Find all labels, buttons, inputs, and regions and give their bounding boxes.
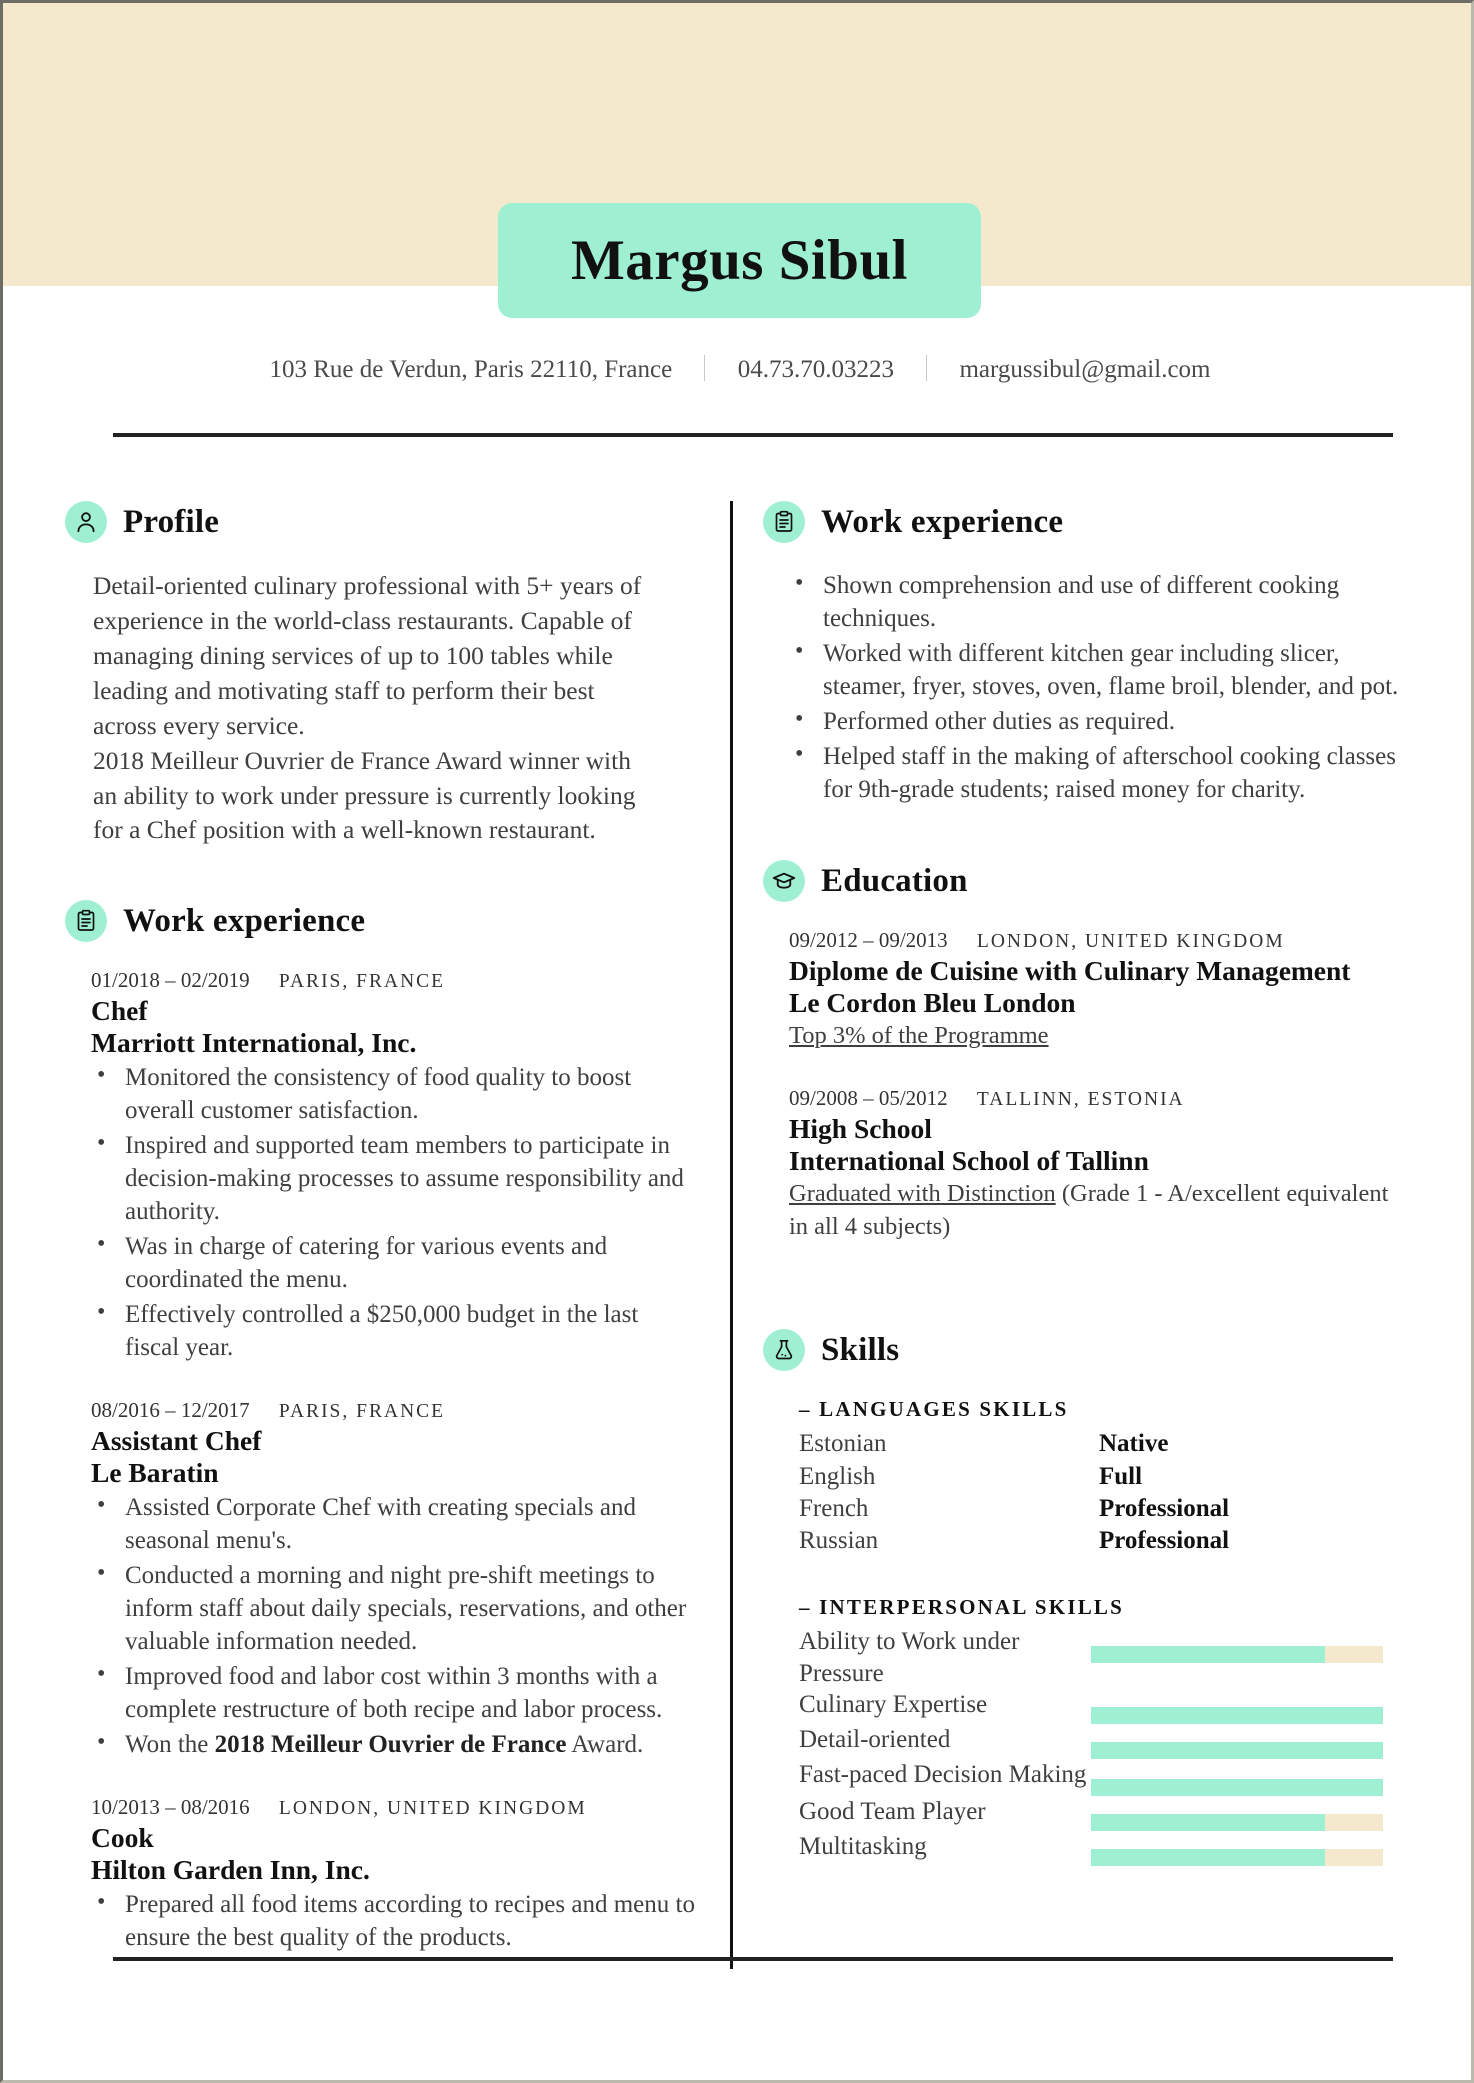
- list-item: • Assisted Corporate Chef with creating specials and seasonal menu's.: [91, 1491, 695, 1557]
- work-entry-organization: Le Baratin: [91, 1457, 219, 1489]
- skill-bar-fill: [1091, 1849, 1325, 1866]
- skill-bar-fill: [1091, 1646, 1325, 1663]
- skill-bar-track: [1091, 1742, 1383, 1759]
- education-entry-note: [789, 1020, 1403, 1053]
- language-level: Professional: [1099, 1494, 1230, 1522]
- work-entry-title: Cook: [91, 1821, 154, 1853]
- skill-label: Detail-oriented: [799, 1725, 951, 1753]
- list-item: • Helped staff in the making of afterschool cooking classes for 9th-grade students; raised money for charity.: [789, 740, 1403, 806]
- language-name: Estonian: [799, 1430, 887, 1458]
- work-entry-meta: [91, 1398, 695, 1423]
- work-entry-location: LONDON, UNITED KINGDOM: [278, 1797, 587, 1819]
- work-entry-meta: [91, 1795, 695, 1820]
- skill-bar-fill: [1091, 1814, 1325, 1831]
- column-divider: [730, 501, 733, 1969]
- skill-bar-track: [1091, 1646, 1383, 1663]
- contact-separator: [704, 355, 705, 381]
- work-entry: [65, 968, 695, 1364]
- skill-bar-row: [799, 1831, 1403, 1866]
- work-entry: [65, 1795, 695, 1954]
- work-entry-location: PARIS, FRANCE: [278, 1401, 446, 1423]
- interpersonal-skills-title: – INTERPERSONAL SKILLS: [799, 1595, 1124, 1620]
- header-divider-rule: [113, 433, 1393, 437]
- skill-label: Ability to Work under Pressure: [799, 1628, 1020, 1687]
- section-title-education: Education: [821, 862, 968, 899]
- list-item: • Prepared all food items according to recipes and menu to ensure the best quality of the products.: [91, 1888, 695, 1954]
- education-entry-meta: [789, 1086, 1403, 1111]
- work-entry-date: 10/2013 – 08/2016: [91, 1794, 250, 1819]
- award-suffix: Award.: [566, 1730, 644, 1758]
- list-item: • Improved food and labor cost within 3 months with a complete restructure of both recipe and labor process.: [91, 1660, 695, 1726]
- section-title-work-experience: Work experience: [123, 902, 366, 939]
- list-item: • Performed other duties as required.: [789, 705, 1403, 738]
- name-chip: [498, 203, 981, 318]
- award-prefix: Won the: [125, 1730, 215, 1758]
- education-note-underlined: Top 3% of the Programme: [789, 1021, 1049, 1049]
- education-entry: [763, 928, 1403, 1052]
- work-entry-bullets: [91, 1491, 695, 1761]
- clipboard-icon: [65, 900, 107, 942]
- left-column: [65, 501, 695, 1988]
- list-item: • Worked with different kitchen gear including slicer, steamer, fryer, stoves, oven, flame broil, blender, and pot.: [789, 637, 1403, 703]
- interpersonal-skills-group: [763, 1595, 1403, 1866]
- section-title-work-experience-right: Work experience: [821, 503, 1064, 540]
- skill-bar-track: [1091, 1779, 1383, 1796]
- education-entry-title: High School: [789, 1113, 932, 1145]
- education-note-underlined: Graduated with Distinction: [789, 1180, 1056, 1208]
- skill-bar-row: [799, 1689, 1403, 1724]
- skill-bar-row: [799, 1759, 1403, 1796]
- work-entry-organization: Hilton Garden Inn, Inc.: [91, 1853, 370, 1885]
- languages-skills-title: – LANGUAGES SKILLS: [799, 1397, 1069, 1422]
- education-entry-organization: Le Cordon Bleu London: [789, 986, 1076, 1018]
- education-note-rest: (Grade 1 - A/excellent equivalent in all 4 subjects): [789, 1180, 1389, 1240]
- contact-row: [3, 355, 1474, 384]
- section-title-skills: Skills: [821, 1331, 900, 1368]
- work-entry-bullets: [91, 1888, 695, 1954]
- list-item: • Conducted a morning and night pre-shift meetings to inform staff about daily specials, reservations, and other valuable information needed.: [91, 1559, 695, 1658]
- table-row: [799, 1493, 1229, 1525]
- languages-skills-group: [763, 1397, 1403, 1557]
- spacer: [763, 1277, 1403, 1329]
- education-entry-location: LONDON, UNITED KINGDOM: [976, 931, 1285, 952]
- skill-label: Good Team Player: [799, 1797, 986, 1825]
- profile-paragraph: Detail-oriented culinary professional with 5+ years of experience in the world-class restaurants. Capable of managing dining services of up to 100 tables while leading and motivating staff to perform their best across every service.: [93, 571, 642, 740]
- profile-paragraph: 2018 Meilleur Ouvrier de France Award winner with an ability to work under pressure is currently looking for a Chef position with a well-known restaurant.: [93, 745, 636, 845]
- work-entry-location: PARIS, FRANCE: [278, 971, 446, 993]
- table-row: [799, 1525, 1229, 1557]
- education-entry-location: TALLINN, ESTONIA: [976, 1089, 1185, 1111]
- section-header-education: [763, 860, 1403, 902]
- skill-bar-row: [799, 1724, 1403, 1759]
- skill-label: Fast-paced Decision Making: [799, 1760, 1087, 1788]
- skill-bar-row: [799, 1796, 1403, 1831]
- contact-address: 103 Rue de Verdun, Paris 22110, France: [269, 356, 673, 383]
- skill-label: Multitasking: [799, 1832, 927, 1860]
- list-item: • Was in charge of catering for various events and coordinated the menu.: [91, 1230, 695, 1296]
- flask-icon: [763, 1329, 805, 1371]
- skill-bar-row: [799, 1626, 1403, 1689]
- work-entry-bullets: [91, 1061, 695, 1364]
- education-entry: [763, 1086, 1403, 1243]
- skill-bar-track: [1091, 1707, 1383, 1724]
- person-icon: [65, 501, 107, 543]
- table-row: [799, 1461, 1229, 1493]
- award-name: 2018 Meilleur Ouvrier de France: [214, 1730, 567, 1758]
- education-entry-meta: [789, 928, 1403, 953]
- work-entry-date: 08/2016 – 12/2017: [91, 1398, 250, 1423]
- spacer: [763, 1557, 1403, 1595]
- section-header-work-experience: [65, 900, 695, 942]
- graduation-cap-icon: [763, 860, 805, 902]
- skill-bar-track: [1091, 1814, 1383, 1831]
- profile-text: [65, 569, 658, 848]
- skill-bar-fill: [1091, 1742, 1383, 1759]
- work-entry-title: Assistant Chef: [91, 1425, 262, 1457]
- spacer: [763, 808, 1403, 860]
- skill-bar-fill: [1091, 1779, 1383, 1796]
- list-item: • Inspired and supported team members to participate in decision-making processes to assume responsibility and authority.: [91, 1129, 695, 1228]
- section-header-work-experience-right: [763, 501, 1403, 543]
- skill-label: Culinary Expertise: [799, 1690, 988, 1718]
- work-experience-right-bullets: [763, 569, 1403, 806]
- section-header-skills: [763, 1329, 1403, 1371]
- contact-phone: 04.73.70.03223: [737, 356, 894, 383]
- work-entry-organization: Marriott International, Inc.: [91, 1027, 417, 1059]
- language-level: Native: [1099, 1430, 1169, 1458]
- education-entry-title: Diplome de Cuisine with Culinary Management: [789, 955, 1351, 986]
- table-row: [799, 1428, 1229, 1460]
- section-header-profile: [65, 501, 695, 543]
- education-entry-note: [789, 1178, 1403, 1243]
- list-item: • Effectively controlled a $250,000 budget in the last fiscal year.: [91, 1298, 695, 1364]
- list-item: • Shown comprehension and use of different cooking techniques.: [789, 569, 1403, 635]
- list-item: • Monitored the consistency of food quality to boost overall customer satisfaction.: [91, 1061, 695, 1127]
- education-entry-date: 09/2012 – 09/2013: [789, 928, 948, 952]
- language-level: Professional: [1099, 1527, 1230, 1555]
- language-name: Russian: [799, 1527, 879, 1555]
- education-entry-organization: International School of Tallinn: [789, 1145, 1149, 1177]
- education-entry-date: 09/2008 – 05/2012: [789, 1086, 948, 1111]
- section-title-profile: Profile: [123, 503, 220, 540]
- languages-table: [799, 1428, 1229, 1557]
- work-entry-meta: [91, 968, 695, 993]
- clipboard-icon: [763, 501, 805, 543]
- language-name: English: [799, 1462, 876, 1490]
- contact-separator: [926, 355, 927, 381]
- language-level: Full: [1099, 1462, 1143, 1490]
- work-entry: [65, 1398, 695, 1761]
- work-entry-date: 01/2018 – 02/2019: [91, 968, 250, 993]
- right-column: [763, 501, 1403, 1866]
- work-entry-title: Chef: [91, 995, 148, 1027]
- skill-bar-track: [1091, 1849, 1383, 1866]
- contact-email: margussibul@gmail.com: [959, 356, 1211, 383]
- list-item-award: [91, 1728, 695, 1761]
- language-name: French: [799, 1494, 869, 1522]
- spacer: [65, 848, 695, 900]
- skill-bar-fill: [1091, 1707, 1383, 1724]
- page-title: Margus Sibul: [570, 229, 908, 292]
